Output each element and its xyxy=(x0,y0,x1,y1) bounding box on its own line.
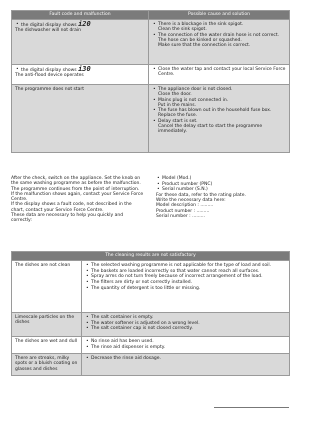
fault-cell xyxy=(12,20,149,65)
fault-table-header xyxy=(12,11,290,20)
solution-cell: • No rinse aid has been used. • The rinse aid dispenser is empty. xyxy=(82,337,290,354)
fault-line: the digital display shows xyxy=(21,68,77,73)
problem-cell: There are streaks, milky spots or a bluish coating on glasses and dishes xyxy=(12,354,82,376)
fault-line: The programme does not start xyxy=(15,87,85,92)
cause-item: • Delay start is set. Cancel the delay start to start the programme immediately. xyxy=(158,119,286,135)
solution-cell: • Decrease the rinse aid dosage. xyxy=(82,354,290,376)
data-item: • Product number (PNC) xyxy=(162,182,289,187)
footer-divider xyxy=(214,407,289,408)
solution-cell: • The salt container is empty. • The water softener is adjusted on a wrong level. • The salt container cap is not closed correctly. xyxy=(82,313,290,337)
cause-item: • The appliance door is not closed. Close the door. xyxy=(158,87,286,98)
problem-row xyxy=(12,337,290,354)
cause-item: • The fuse has blown out in the household fuse box. Replace the fuse. xyxy=(158,108,286,119)
fault-cell xyxy=(12,65,149,85)
problem-row xyxy=(12,354,290,376)
fault-line: The dishwasher will not drain xyxy=(15,28,82,34)
problem-row xyxy=(12,261,290,313)
cause-item: • Close the water tap and contact your local Service Force Centre. xyxy=(158,67,286,78)
problem-cell: The dishes are wet and dull xyxy=(12,337,82,354)
display-code: i20 xyxy=(78,20,91,28)
cause-cell xyxy=(149,20,290,65)
cause-cell xyxy=(149,65,290,85)
fault-code-table xyxy=(11,10,290,153)
solution-cell: • The selected washing programme is not applicable for the type of load and soil. • The baskets are loaded incorrectly so that water cannot reach all surfaces. • Spray arms do not turn freely because of incorrect arrangement of the load. • The filters are dirty or not correctly installed. • The quantity of detergent is too little or missing. xyxy=(82,261,290,313)
cleaning-header: The cleaning results are not satisfactory xyxy=(12,252,290,261)
problem-cell: The dishes are not clean xyxy=(12,261,82,313)
contact-info-section xyxy=(11,176,289,246)
problem-row xyxy=(12,313,290,337)
cause-item: • The connection of the water drain hose is not correct. The hose can be kinked or squashed. Make sure that the connection is correct. xyxy=(158,33,286,49)
fault-line: The anti-flood device operates xyxy=(15,73,84,79)
cause-item: • Mains plug is not connected in. Put in the mains. xyxy=(158,98,286,109)
cause-item: • There is a blockage in the sink spigot. Clean the sink spigot. xyxy=(158,22,286,33)
data-item: • Model (Mod.) xyxy=(162,176,289,181)
fault-row xyxy=(12,85,290,153)
fault-cell xyxy=(12,85,149,153)
cleaning-results-table xyxy=(11,251,290,376)
product-data-text: • Model (Mod.) • Product number (PNC) • Serial number (S.N.) For these data, refer to the rating plate. Write the necessary data here: Model description : ......... Product number : ......... Serial number : ......... xyxy=(156,176,289,219)
fault-line: the digital display shows xyxy=(21,23,77,28)
fault-row xyxy=(12,20,290,65)
cleaning-table-header xyxy=(12,252,290,261)
fault-header-col2: Possible cause and solution xyxy=(149,11,290,20)
fault-header-col1: Fault code and malfunction xyxy=(12,11,149,20)
after-check-text: After the check, switch on the appliance. Set the knob on the same washing programme as before the malfunction. The programme continues from the point of interruption. If the malfunction shows again, contact your Service Force Centre. If the display shows a fault code, not described in the chart, contact your Service Force Centre. These data are necessary to help you quickly and correctly: xyxy=(11,176,144,224)
cause-cell xyxy=(149,85,290,153)
data-item: • Serial number (S.N.) xyxy=(162,187,289,192)
fault-row xyxy=(12,65,290,85)
problem-cell: Limescale particles on the dishes xyxy=(12,313,82,337)
display-code: i30 xyxy=(78,65,91,73)
